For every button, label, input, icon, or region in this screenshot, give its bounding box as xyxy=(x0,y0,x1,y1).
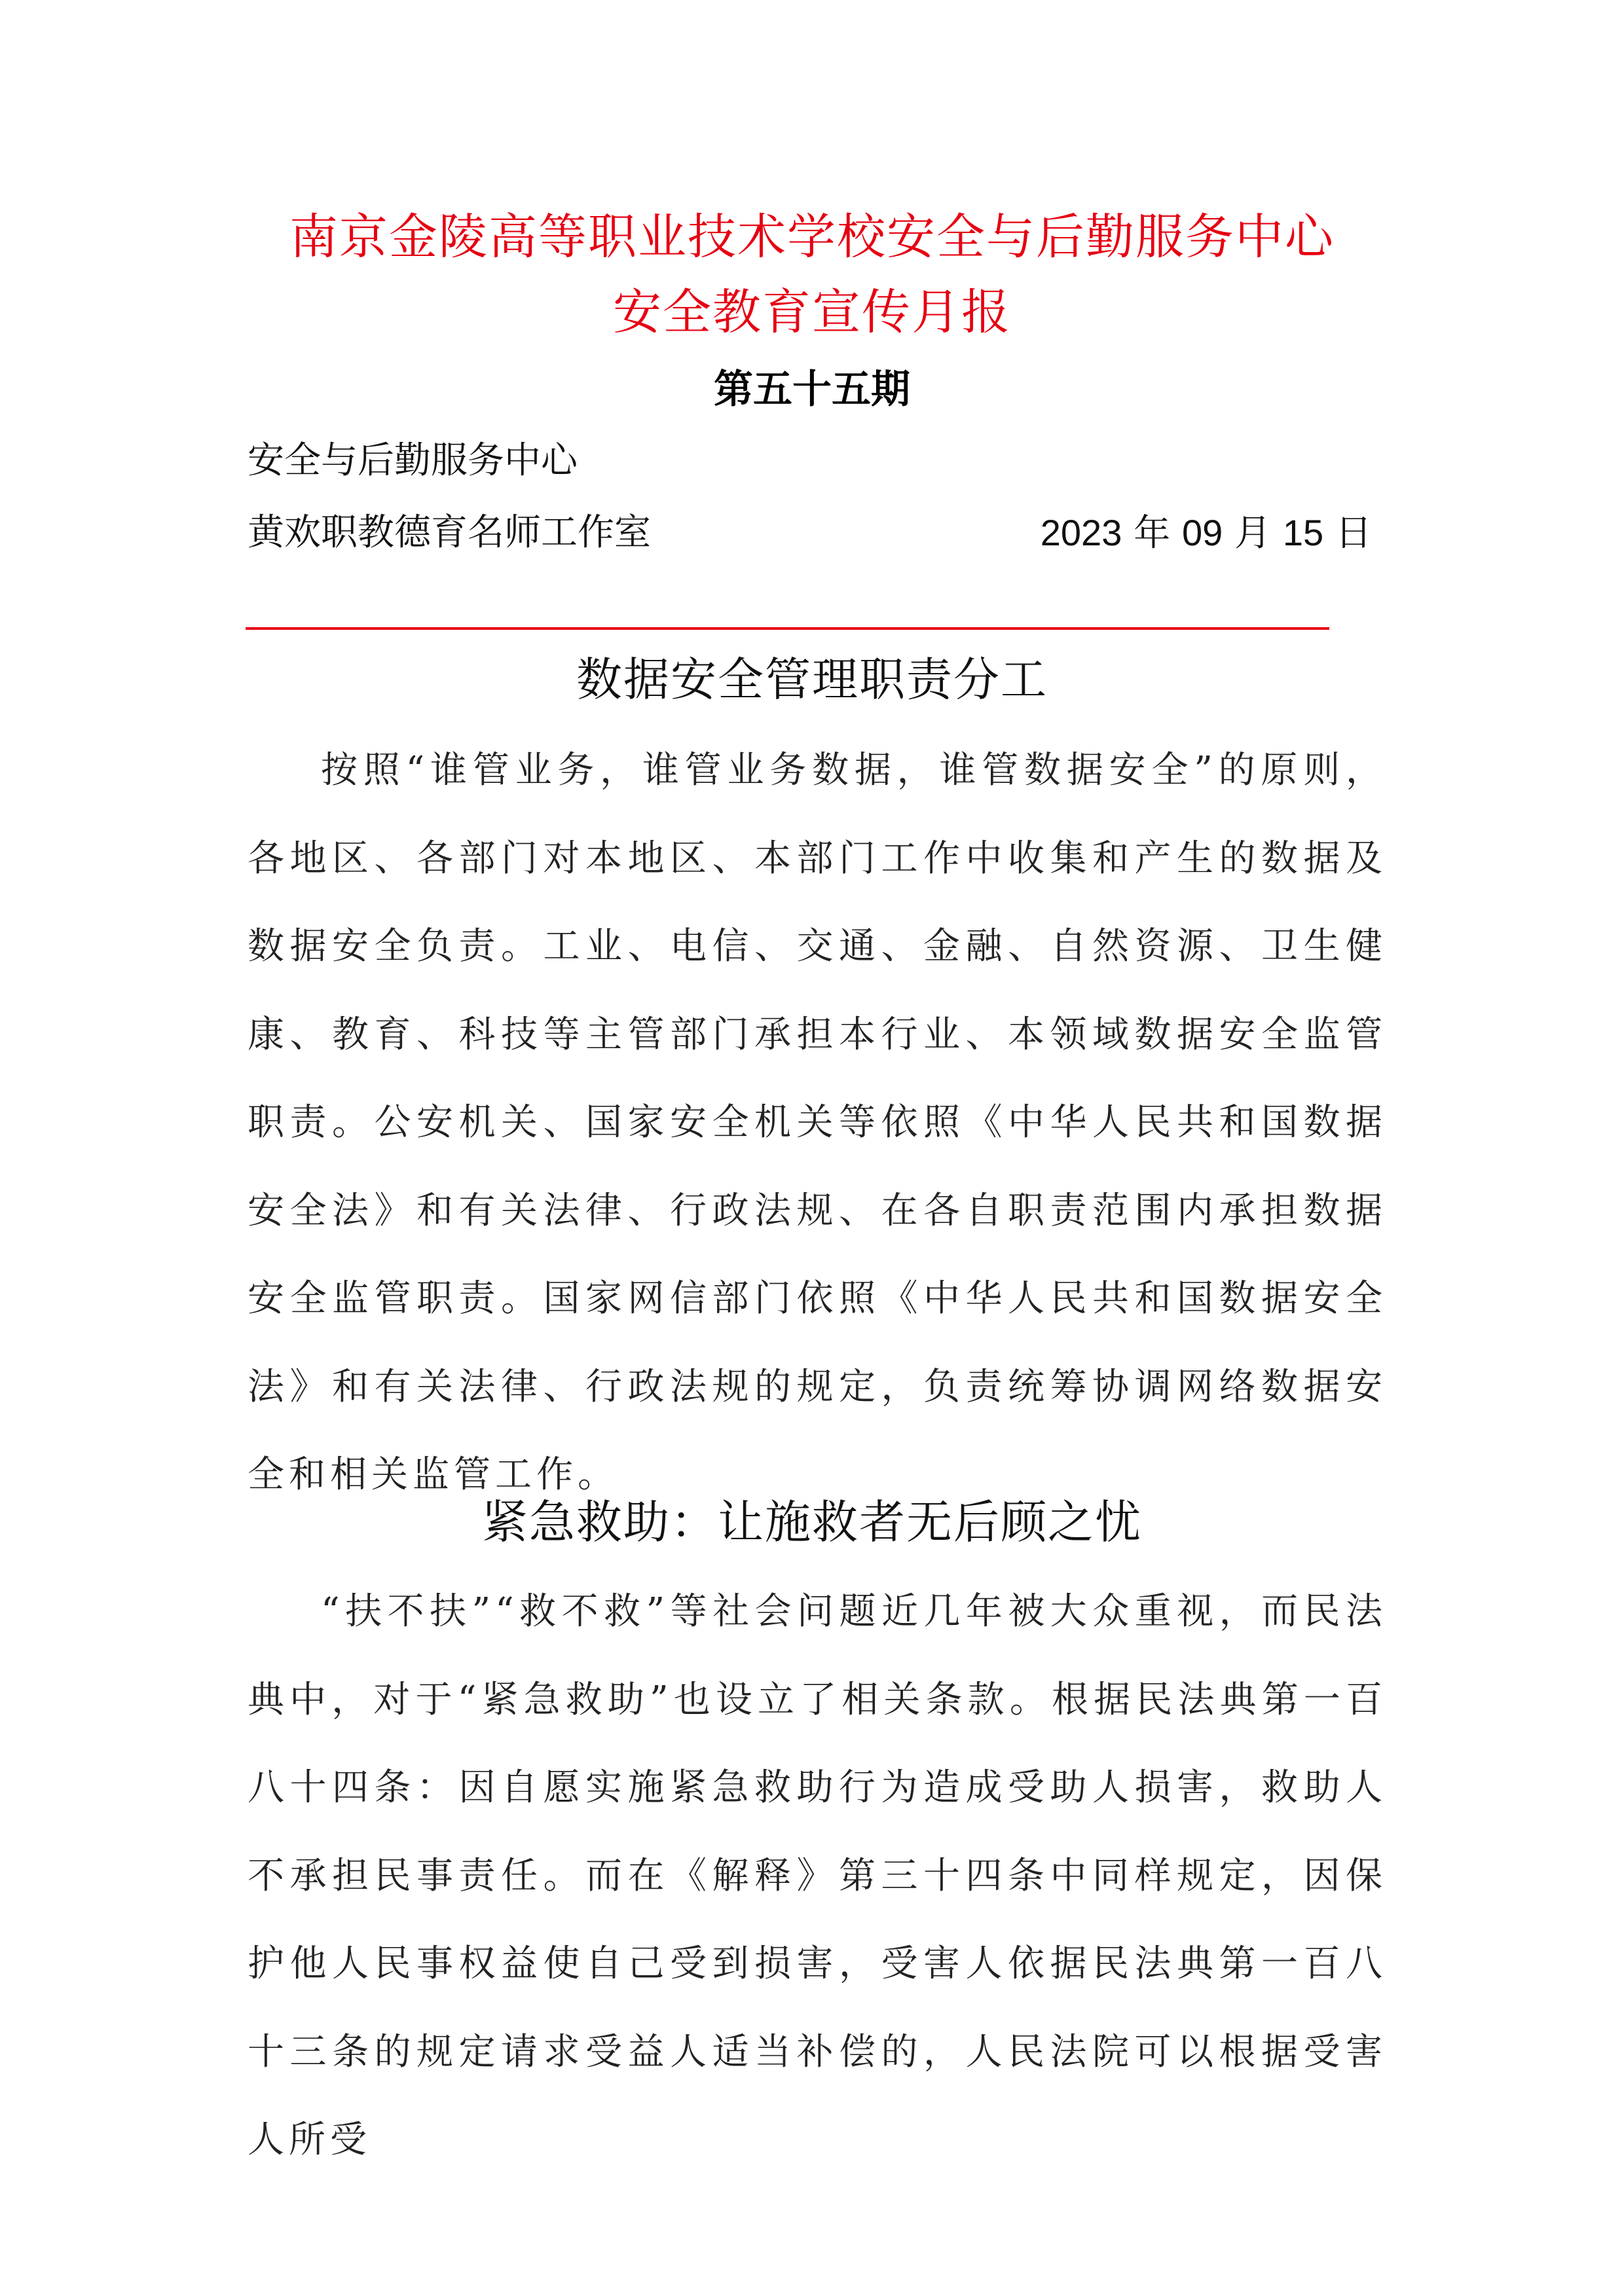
date-month-char: 月 xyxy=(1234,512,1272,555)
bulletin-title-line1: 南京金陵高等职业技术学校安全与后勤服务中心 xyxy=(289,209,1335,265)
article-body: 按照“谁管业务，谁管业务数据，谁管数据安全”的原则，各地区、各部门对本地区、本部门工作中收集和产生的数据及数据安全负责。工业、电信、交通、金融、自然资源、卫生健康、教育、科技等主管部门承担本行业、本领域数据安全监管职责。公安机关、国家安全机关等依照《中华人民共和国数据安全法》和有关法律、行政法规、在各自职责范围内承担数据安全监管职责。国家网信部门依照《中华人民共和国数据安全法》和有关法律、行政法规的规定，负责统筹协调网络数据安全和相关监管工作。 xyxy=(248,749,1387,1496)
date-year-char: 年 xyxy=(1134,512,1171,555)
date-day: 15 xyxy=(1282,512,1324,553)
bulletin-title-line2: 安全教育宣传月报 xyxy=(613,284,1011,340)
article-body: “扶不扶”“救不救”等社会问题近几年被大众重视，而民法典中，对于“紧急救助”也设立了相关条款。根据民法典第一百八十四条：因自愿实施紧急救助行为造成受助人损害，救助人不承担民事责任。而在《解释》第三十四条中同样规定，因保护他人民事权益使自己受到损害，受害人依据民法典第一百八十三条的规定请求受益人适当补偿的，人民法院可以根据受害人所受 xyxy=(248,1590,1387,2161)
red-divider xyxy=(246,627,1329,630)
department-name: 安全与后勤服务中心 xyxy=(248,439,578,482)
publish-date xyxy=(1040,512,1372,555)
studio-name: 黄欢职教德育名师工作室 xyxy=(248,511,651,554)
date-month: 09 xyxy=(1181,512,1223,553)
issue-number: 第五十五期 xyxy=(714,367,910,412)
date-day-char: 日 xyxy=(1335,512,1372,555)
article-heading: 数据安全管理职责分工 xyxy=(576,653,1048,706)
date-year: 2023 xyxy=(1040,512,1122,553)
article-heading: 紧急救助：让施救者无后顾之忧 xyxy=(482,1495,1142,1549)
